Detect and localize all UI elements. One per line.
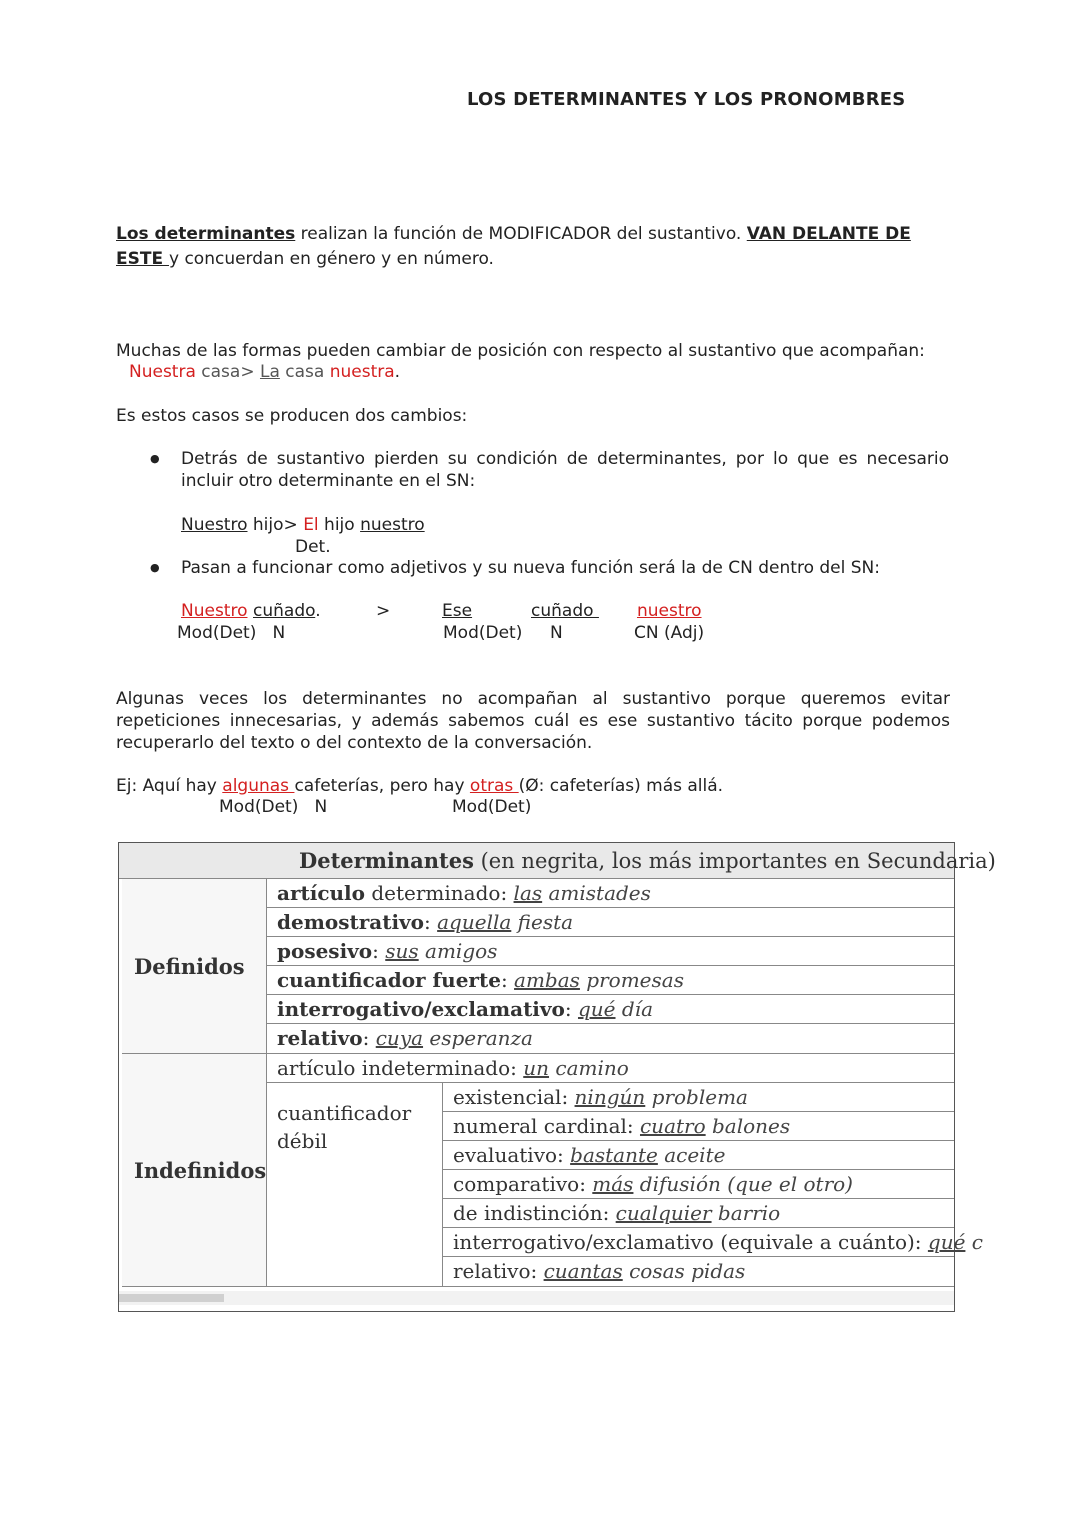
function-label: Mod(Det) N <box>177 623 286 643</box>
indefinidos-label: Indefinidos <box>122 1054 267 1287</box>
category-name: interrogativo/exclamativo <box>277 997 565 1021</box>
category-desc: : <box>564 997 578 1021</box>
intro-text-1: realizan la función de MODIFICADOR del sustantivo. <box>295 224 747 244</box>
position-example <box>129 361 400 383</box>
tacit-paragraph: Algunas veces los determinantes no acompañan al sustantivo porque queremos evitar repeticiones innecesarias, y además sabemos cuál es ese sustantivo tácito porque podemos recuperarlo del texto o del contexto de la conversación. <box>116 689 950 753</box>
bullet2-text: Pasan a funcionar como adjetivos y su nueva función será la de CN dentro del SN: <box>181 558 880 578</box>
example-word: casa <box>279 362 330 382</box>
example-key: cualquier <box>615 1201 712 1225</box>
example-key: cuantas <box>543 1259 623 1283</box>
cuantificador-debil-label <box>267 1083 443 1287</box>
table-row <box>443 1112 954 1141</box>
example-word: problema <box>645 1085 748 1109</box>
example-word: El <box>303 515 319 535</box>
category-name: de indistinción: <box>453 1201 616 1225</box>
example-word: Nuestro <box>181 515 248 535</box>
table-row <box>443 1257 954 1287</box>
category-name: cuantificador fuerte <box>277 968 501 992</box>
intro-paragraph <box>116 222 950 272</box>
changes-intro: Es estos casos se producen dos cambios: <box>116 406 468 426</box>
example-word: nuestra <box>329 362 395 382</box>
example-word: Ese <box>442 601 473 621</box>
bullet-dot <box>150 449 160 469</box>
category-name: comparativo: <box>453 1172 593 1196</box>
example-word: algunas <box>222 776 295 796</box>
category-name: existencial: <box>453 1085 575 1109</box>
tacit-example <box>116 775 723 797</box>
example-word: cafeterías, pero hay <box>294 776 470 796</box>
determinantes-table <box>118 842 996 1312</box>
bullet-dot <box>150 558 160 578</box>
table-row <box>443 1199 954 1228</box>
example-word: Nuestra <box>129 362 196 382</box>
example-key: bastante <box>570 1143 658 1167</box>
function-label: Mod(Det) N <box>219 797 328 817</box>
definidos-label: Definidos <box>122 879 267 1054</box>
example-word: cuñado <box>253 601 316 621</box>
example-key: aquella <box>437 910 512 934</box>
example-word: difusión (que el otro) <box>633 1172 853 1196</box>
category-name: artículo indeterminado: <box>277 1056 524 1080</box>
function-label: CN (Adj) <box>634 623 705 643</box>
example-key: qué <box>927 1230 966 1254</box>
example-key: un <box>523 1056 550 1080</box>
example-word: nuestro <box>360 515 425 535</box>
table-scrollbar-track[interactable] <box>119 1291 954 1305</box>
example-word: camino <box>549 1056 629 1080</box>
example-key: ningún <box>574 1085 646 1109</box>
example-word: La <box>259 362 280 382</box>
example-word: fiesta <box>511 910 574 934</box>
example-key: sus <box>385 939 419 963</box>
example-word: cosas pidas <box>622 1259 746 1283</box>
table-row <box>267 879 954 908</box>
arrow-text: > <box>376 601 391 621</box>
table-row <box>443 1083 954 1112</box>
category-name: artículo <box>277 881 365 905</box>
table-row <box>267 995 954 1024</box>
category-desc: determinado: <box>365 881 514 905</box>
table-header-title: Determinantes <box>299 848 474 873</box>
example-word: Ej: Aquí hay <box>116 776 223 796</box>
category-desc: : <box>500 968 515 992</box>
example-key: cuya <box>375 1026 424 1050</box>
intro-emphasis: VAN DELANTE DE ESTE <box>116 224 911 269</box>
table-row <box>443 1170 954 1199</box>
example-word: . <box>394 362 401 382</box>
category-name: demostrativo <box>277 910 425 934</box>
example-word: amistades <box>542 881 651 905</box>
bullet1-text: Detrás de sustantivo pierden su condición de determinantes, por lo que es necesario incluir otro determinante en el SN: <box>181 449 949 491</box>
category-name: posesivo <box>277 939 373 963</box>
function-label: Mod(Det) <box>443 623 523 643</box>
example-word: día <box>615 997 653 1021</box>
example-word: barrio <box>711 1201 781 1225</box>
bullet1-example <box>181 514 425 536</box>
det-label: Det. <box>295 537 331 557</box>
category-desc: : <box>424 910 438 934</box>
table-row <box>267 1054 954 1083</box>
category-name: numeral cardinal: <box>453 1114 640 1138</box>
page-title: LOS DETERMINANTES Y LOS PRONOMBRES <box>467 89 906 110</box>
example-word: esperanza <box>423 1026 533 1050</box>
example-word: hijo <box>318 515 361 535</box>
example-word: otras <box>469 776 519 796</box>
position-text: Muchas de las formas pueden cambiar de posición con respecto al sustantivo que acompañan: <box>116 341 925 361</box>
category-name: relativo <box>277 1026 363 1050</box>
intro-text-2: y concuerdan en género y en número. <box>168 249 494 269</box>
example-word: . <box>315 601 321 621</box>
cuant-label-line: cuantificador <box>277 1101 412 1125</box>
table-row <box>267 1024 954 1054</box>
example-key: ambas <box>514 968 580 992</box>
category-name: interrogativo/exclamativo (equivale a cuánto): <box>453 1230 928 1254</box>
example-word: cuñado <box>531 601 599 621</box>
category-desc: : <box>372 939 386 963</box>
category-desc: : <box>362 1026 376 1050</box>
example-key: cuatro <box>639 1114 706 1138</box>
example-key: más <box>592 1172 634 1196</box>
example-word: nuestro <box>637 601 702 621</box>
table-header <box>119 843 996 879</box>
function-label: Mod(Det) <box>452 797 532 817</box>
example-word: casa> <box>195 362 260 382</box>
table-row <box>443 1228 983 1257</box>
example-word: (Ø: cafeterías) más allá. <box>518 776 724 796</box>
function-label: N <box>550 623 563 643</box>
example-word: Nuestro <box>181 601 248 621</box>
table-row <box>443 1141 954 1170</box>
table-row <box>267 937 954 966</box>
example-word: aceite <box>657 1143 726 1167</box>
example-word: promesas <box>579 968 684 992</box>
table-scrollbar-thumb[interactable] <box>119 1294 224 1302</box>
example-key: las <box>513 881 543 905</box>
table-row <box>267 908 954 937</box>
example-word: balones <box>705 1114 791 1138</box>
example-word <box>253 601 321 621</box>
example-key: qué <box>577 997 616 1021</box>
table-row <box>267 966 954 995</box>
example-word: amigos <box>418 939 498 963</box>
example-word: hijo> <box>247 515 304 535</box>
table-header-note: (en negrita, los más importantes en Secundaria) <box>473 849 996 873</box>
category-name: evaluativo: <box>453 1143 571 1167</box>
example-word: c <box>965 1230 983 1254</box>
category-name: relativo: <box>453 1259 544 1283</box>
cuant-label-line: débil <box>277 1129 328 1153</box>
intro-term: Los determinantes <box>116 224 296 244</box>
